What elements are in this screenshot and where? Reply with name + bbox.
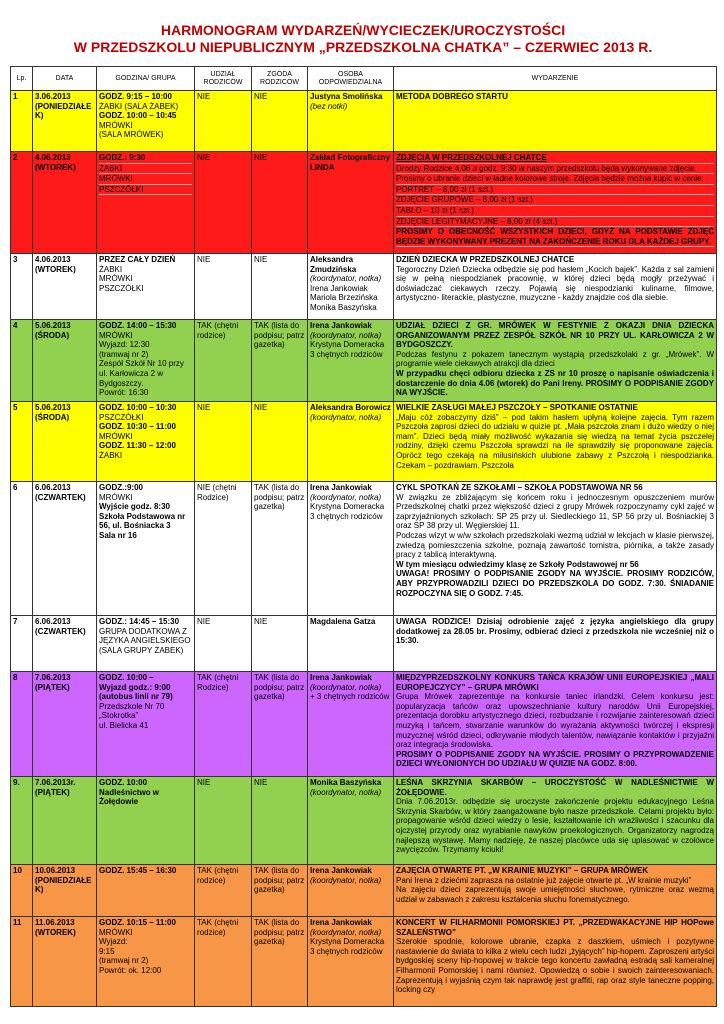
event-line: ZDJĘCIE LEGITYMACYJNE – 8,00 zł (4 szt.) [396,217,714,228]
table-row [11,254,717,320]
row-number: 3 [11,254,33,320]
row-number: 10 [11,865,33,917]
person-name: Krystyna Domeracka [310,937,385,947]
event-line: ZDJĘCIE GRUPOWE – 8,00 zł (1 szt.) [396,195,714,206]
person-name: Irena Jankowiak [310,483,372,492]
row-date: 6.06.2013 (CZWARTEK) [33,616,97,672]
person-name: 3 chętnych rodziców [310,349,383,359]
event-body: Szerokie spodnie, kolorowe ubranie, czapka z daszkiem, uśmiech i pozytywne nastawienie do świata to kilka z wielu cech ludzi „żyjących” hip-hopem. Zaproszeni artyści bydgoskiej sceny hip-hopowej w trakcie tego koncertu zawładną estradą sali kameralnej Filharmonii Pomorskiej i nami również. Opowiedzą o sobie i swoich zainteresowaniach. Zaprezentują i wyjaśnią czym tak naprawdę jest graffiti, rap oraz style taneczne popping, locking czy [396,937,714,995]
row-date: 4.06.2013 (WTOREK) [33,254,97,320]
row-participation: TAK (chętni rodzice) [195,865,252,917]
row-event [394,482,717,616]
row-time-group [97,482,195,616]
event-title: WIELKIE ZASŁUGI MAŁEJ PSZCZOŁY – SPOTKANIE OSTATNIE [396,403,638,412]
time-line: Wyjazd: 12:30 [99,340,150,350]
row-responsible [308,320,394,402]
row-participation: NIE [195,616,252,672]
row-date: 10.06.2013 (PONIEDZIAŁEK) [33,865,97,917]
row-consent: TAK (lista do podpisu; patrz gazetka) [252,482,308,616]
title-line-1: HARMONOGRAM WYDARZEŃ/WYCIECZEK/UROCZYSTOŚCI [160,22,566,38]
event-line: Prosimy o ubranie dzieci w ładne kolorowe stroje. Zdjęcia będzie można kupić w cenie: [396,174,714,185]
person-note: (koordynator, notka) [310,492,382,502]
row-time-group [97,152,195,254]
row-responsible [308,672,394,777]
row-consent: NIE [252,152,308,254]
row-consent: NIE [252,254,308,320]
row-date: 7.06.2013 (PIĄTEK) [33,672,97,777]
time-line: (SALA GRUPY ŻABEK) [99,645,184,655]
table-row [11,917,717,1007]
time-line: ŻABKI (SALA ŻABEK) [99,101,179,111]
event-title: DZIEŃ DZIECKA W PRZEDSZKOLNEJ CHATCE [396,255,575,264]
table-row [11,616,717,672]
person-name: 3 chętnych rodziców [310,946,383,956]
person-note: (koordynator, notka) [310,875,382,885]
time-line: GODZ. 10:00 – [99,673,154,682]
time-line: GODZ. 14:00 – 15:30 [99,321,177,330]
event-title: CYKL SPOTKAŃ ZE SZKOŁAMI – SZKOŁA PODSTAWOWA NR 56 [396,483,643,492]
time-line: GODZ. 10:00 [99,778,148,787]
row-responsible: Zakład Fotograficzny LINDA [308,152,394,254]
document-title [10,22,716,56]
event-body: Grupa Mrówek zaprezentuje na konkursie taniec irlandzki. Celem konkursu jest: popularyzacja tańców oraz upowszechnianie kultury narodów Unii Europejskiej, prezentacja dorobku artystycznego dzieci, rozbudzanie i rozwijanie zainteresowań dzieci muzyką i tańcem, stwarzanie warunków do wyrażania aktywności twórczej i ekspresji muzycznej wśród dzieci, odkrywanie młodych talentów, nawiązanie kontaktów i przyjaźni oraz integracja środowiska. [396,692,714,750]
time-line: PRZEZ CAŁY DZIEŃ [99,255,176,264]
person-note: (koordynator, notka) [310,412,382,422]
row-event [394,254,717,320]
person-name: Irena Jankowiak [310,866,372,875]
row-event [394,865,717,917]
event-body: W związku ze zbliżającym się końcem roku i jednoczesnym opuszczeniem murów Przedszkolnej chatki przez większość dzieci z grupy Mrówek rozpoczynamy cykl zajęć w zaprzyjaźnionych szkołach: SP 25 przy ul. Siedleckiego 11, SP 56 przy ul. Bośniackiej 3 oraz SP 38 przy ul. Węgierskiej 11. Podczas wizyt w w/w szkołach przedszkolaki wezmą udział w lekcjach w klasie pierwszej, zwiedzą pomieszczenia szkolne, poznają zawartość tornistra, piórnika, a także zasady pracy z tablicą interaktywną. [396,492,714,560]
time-line: Powrót: ok. 12:00 [99,965,162,975]
event-title: MIĘDZYPRZEDSZKOLNY KONKURS TAŃCA KRAJÓW UNII EUROPEJSKIEJ „MALI EUROPEJCZYCY” – GRUPA MRÓWKI [396,673,714,692]
header-parent-consent: ZGODA RODZICÓW [252,67,308,91]
event-line: PORTRET – 8,00 zł (1 szt.) [396,185,714,196]
row-date: 11.06.2013 (WTOREK) [33,917,97,1007]
row-consent: NIE [252,777,308,865]
row-date: 4.06.2013 (WTOREK) [33,152,97,254]
row-event [394,777,717,865]
time-line: GODZ. 10:00 – 10:30 [99,403,177,412]
header-date: DATA [33,67,97,91]
row-participation: NIE [195,254,252,320]
event-note: PROSIMY O OBECNOŚĆ WSZYSTKICH DZIECI, GDYŻ NA PODSTAWIE ZDJĘĆ BĘDZIE WYKONYWANY PREZENT NA ZAKOŃCZENIE ROKU DLA KAŻDEJ GRUPY. [396,227,714,246]
event-body: Dnia 7.06.2013r. odbędzie się uroczyste zakończenie projektu edukacyjnego Leśna Skrzynia Skarbów, w który zaangażowane było nasze przedszkole. Celami projektu było: propagowanie wśród dzieci wiedzy o lesie, kształtowanie ich wrażliwości i szacunku dla ojczystej przyrody oraz wyrabianie nawyków proekologicznych. Organizatorzy nagrodzą najlepszą wystawę. Mamy nadzieję, że naszej placówce uda się uplasować w czołówce zwycięzców. Trzymamy kciuki! [396,797,714,855]
time-line: GODZ. 9:15 – 10:00 [99,92,172,101]
person-name: Krystyna Domeracka [310,502,385,512]
header-responsible-person: OSOBA ODPOWIEDZIALNA [308,67,394,91]
row-time-group [97,917,195,1007]
time-line: PSZCZÓŁKI [99,283,144,293]
time-line: 9:15 [99,946,115,956]
row-responsible [308,865,394,917]
time-line: Szkoła Podstawowa nr 56, ul. Bośniacka 3 [99,511,186,531]
person-name: Irena Jankowiak [310,283,368,293]
header-event: WYDARZENIE [394,67,717,91]
row-responsible [308,402,394,482]
time-line: Przedszkole Nr 70 „Stokrotka” [99,701,165,721]
row-consent: NIE [252,91,308,152]
table-row [11,402,717,482]
person-name: Krystyna Domeracka [310,340,385,350]
table-row [11,320,717,402]
time-line: PSZCZÓŁKI [99,185,192,196]
row-event [394,672,717,777]
row-time-group: GODZ. 15:45 – 16:30 [97,865,195,917]
time-line: ŻABKI [99,450,123,460]
row-time-group [97,91,195,152]
event-title: LEŚNA SKRZYNIA SKARBÓW – UROCZYSTOŚĆ W NADLEŚNICTWIE W ŻOŁĘDOWIE. [396,778,714,797]
time-line: (tramwaj nr 2) [99,349,149,359]
time-line: MRÓWKI [99,120,133,130]
row-participation: NIE [195,402,252,482]
time-line: GRUPA DODATKOWA Z JĘZYKA ANGIELSKIEGO [99,626,191,646]
row-number: 1 [11,91,33,152]
row-participation: NIE (chętni Rodzice) [195,482,252,616]
event-line: Drodzy Rodzice 4.06 o godz. 9:30 w naszym przedszkolu będą wykonywane zdjęcia. [396,164,714,175]
time-line: (tramwaj nr 2) [99,956,149,966]
title-line-2: W PRZEDSZKOLU NIEPUBLICZNYM „PRZEDSZKOLNA CHATKA” – CZERWIEC 2013 R. [73,39,653,55]
person-name: Irena Jankowiak [310,673,372,682]
row-responsible [308,917,394,1007]
table-row [11,672,717,777]
row-participation: NIE [195,91,252,152]
event-body: Pani Irena z dziećmi zaprasza na ostatnie już zajęcie otwarte pt. „W krainie muzyki” Na zajęciu dzieci zaprezentują swoje umiejętności słuchowe, rytmiczne oraz wezmą udział w zabawach z zakresu kształcenia słuchu fonematycznego. [396,875,714,904]
event-body: Tegoroczny Dzień Dziecka odbędzie się pod hasłem „Kocich bajek”. Każda z sal zamieni się w pełną niespodzianek pracownię, w której dzieci będą mogły przeżywać i doświadczać ciekawych rzeczy. Pojawią się niespodzianki kulinarne, filmowe, artystyczno- literackie, plastyczne, muzyczne - każdy znajdzie coś dla siebie. [396,264,714,303]
person-name: Irena Jankowiak [310,321,372,330]
row-responsible [308,91,394,152]
event-title: METODA DOBREGO STARTU [396,92,508,101]
time-line: MRÓWKI [99,330,133,340]
row-event [394,320,717,402]
person-note: (koordynator, notka) [310,682,382,692]
event-line: TABLO – 10 zł (1 szt.) [396,206,714,217]
event-note: PROSIMY O PODPISANIE ZGODY NA WYJŚCIE. PROSIMY O PRZYPROWADZENIE DZIECI WYŁONIONYCH DO UDZIAŁU W QUIZIE NA GODZ. 8:00. [396,749,714,769]
person-note: (koordynator, notka) [310,330,382,340]
time-line: Powrót: 16:30 [99,388,149,398]
row-participation: NIE [195,777,252,865]
time-line: ŻABKI [99,264,123,274]
person-name: Monika Baszyńska [310,302,377,312]
table-row [11,91,717,152]
schedule-table [10,66,717,1007]
row-number: 6 [11,482,33,616]
row-date: 5.06.2013 (ŚRODA) [33,402,97,482]
row-time-group [97,616,195,672]
row-participation: TAK (chętni rodzice) [195,917,252,1007]
row-number: 8 [11,672,33,777]
time-line: Wyjście godz. 8:30 [99,502,170,512]
table-header-row [11,67,717,91]
row-event [394,152,717,254]
person-name: 3 chętnych rodziców [310,511,383,521]
row-date: 7.06.2013r. (PIĄTEK) [33,777,97,865]
time-line: Wyjazd godz.: 9:00 [99,682,171,692]
time-line: GODZ. 10:15 – 11:00 [99,918,176,927]
row-event [394,917,717,1007]
person-name: Justyna Smolińska [310,92,383,101]
time-line: Zespół Szkół Nr 10 przy ul. Karłowicza 2 w Bydgoszczy. [99,359,184,388]
table-row [11,482,717,616]
event-title: KONCERT W FILHARMONII POMORSKIEJ PT. „PRZEDWAKACYJNE HIP HOPowe SZALEŃSTWO” [396,918,714,937]
event-note: W przypadku chęci odbioru dziecka z ZS nr 10 proszę o napisanie oświadczenia i dostarczenie do dnia 4.06 (wtorek) do Pani Ireny. PROSIMY O PODPISANIE ZGODY NA WYJŚCIE. [396,368,714,398]
time-line: MRÓWKI [99,174,192,185]
time-line: GODZ. 11:30 – 12:00 [99,441,176,451]
person-name: Monika Baszyńska [310,778,382,787]
time-line: PSZCZÓŁKI [99,412,144,422]
event-body: Podczas festynu z pokazem tanecznym wystąpią przedszkolaki z gr. „Mrówek”. W programie wiele ciekawych atrakcji dla dzieci [396,349,714,369]
time-line: MRÓWKI [99,492,133,502]
row-number: 7 [11,616,33,672]
row-consent: TAK (lista do podpisu; patrz gazetka) [252,672,308,777]
event-note: W tym miesiącu odwiedzimy klasę ze Szkoły Podstawowej nr 56 UWAGA! PROSIMY O PODPISANIE ZGODY NA WYJŚCIE. PROSIMY RODZICÓW, ABY PRZYPROWADZILI DZIECI DO PRZEDSZKOLA DO GODZ. 7:30. ŚNIADANIE ROZPOCZYNA SIĘ O GODZ. 7:45. [396,559,714,598]
row-number: 2 [11,152,33,254]
person-name: Aleksandra Zmudzińska [310,255,357,274]
row-consent: TAK (lista do podpisu; patrz gazetka) [252,320,308,402]
row-time-group [97,254,195,320]
time-line: GODZ. 10:30 – 11:00 [99,422,176,432]
row-participation: NIE [195,152,252,254]
row-date: 6.06.2013 (CZWARTEK) [33,482,97,616]
table-row [11,865,717,917]
event-title: ZAJĘCIA OTWARTE PT. „W KRAINIE MUZYKI” – GRUPA MRÓWEK [396,866,649,875]
person-name: + 3 chętnych rodziców [310,692,390,702]
time-line: ŻABKI [99,164,192,175]
row-responsible [308,254,394,320]
time-line: Wyjazd: [99,937,128,947]
row-number: 4 [11,320,33,402]
time-line: MRÓWKI [99,431,133,441]
event-body: „Maju cóż zobaczymy dziś” – pod takim hasłem upłyną kolejne zajęcia. Tym razem Pszczoła zaprosi dzieci do udziału w quizie pt. „Mała pszczoła znam i dużo wiedzy o niej mam”. Dzieci będą miały możliwość wykazania się wiedzą na temat życia pszczelej rodziny, dzięki czemu Pszczoła sprawdzi na ile sprawdziły się proponowane zajęcia. Oprócz tego czekają na milusińskich ulubione zabawy z Pszczołą i niespodzianka. Czekam – pozdrawiam. Pszczoła [396,412,714,470]
row-consent: TAK (lista do podpisu; patrz gazetka) [252,865,308,917]
time-line: GODZ.:9:00 [99,483,144,492]
row-time-group [97,320,195,402]
row-time-group [97,777,195,865]
row-number: 5 [11,402,33,482]
header-time-group: GODZINA/ GRUPA [97,67,195,91]
event-title: ZDJĘCIA W PRZEDSZKOLNEJ CHATCE [396,153,714,164]
header-lp: Lp. [11,67,33,91]
row-consent: TAK (lista do podpisu; patrz gazetka) [252,917,308,1007]
row-participation: TAK (chętni Rodzice) [195,672,252,777]
row-responsible [308,482,394,616]
row-event [394,91,717,152]
row-number: 9. [11,777,33,865]
row-responsible [308,777,394,865]
time-line: ul. Bielicka 41 [99,720,149,730]
row-time-group [97,402,195,482]
time-line: GODZ.: 9:30 [99,153,192,164]
row-participation: TAK (chętni rodzice) [195,320,252,402]
person-name: Aleksandra Borowicz [310,403,391,412]
row-consent: NIE [252,402,308,482]
row-event: UWAGA RODZICE! Dzisiaj odrobienie zajęć z języka angielskiego dla grupy dodatkowej za 28.05 br. Prosimy, odbierać dzieci z przedszkola nie wcześniej niż o 15:30. [394,616,717,672]
person-note: (koordynator, notka) [310,787,382,797]
table-row [11,777,717,865]
row-date: 5.06.2013 (ŚRODA) [33,320,97,402]
table-row [11,152,717,254]
row-consent: NIE [252,616,308,672]
time-line: GODZ. 10:00 – 10:45 [99,111,177,121]
row-responsible: Magdalena Gatza [308,616,394,672]
time-line: GODZ.: 14:45 – 15:30 [99,617,180,626]
time-line: (autobus linii nr 79) [99,692,173,702]
person-name: Mariola Brzezińska [310,293,378,303]
person-note: (koordynator, notka) [310,274,382,284]
row-date: 3.06.2013 (PONIEDZIAŁEK) [33,91,97,152]
row-time-group [97,672,195,777]
row-event [394,402,717,482]
row-number: 11 [11,917,33,1007]
header-parent-participation: UDZIAŁ RODZICÓW [195,67,252,91]
time-line: MRÓWKI [99,274,133,284]
person-note: (bez notki) [310,101,348,111]
time-line: MRÓWKI [99,927,133,937]
time-line: Nadleśnictwo w Żołędowie [99,787,160,807]
person-note: (koordynator, notka) [310,927,382,937]
person-name: Irena Jankowiak [310,918,372,927]
time-line: Sala nr 16 [99,530,137,540]
time-line: (SALA MRÓWEK) [99,130,164,140]
event-title: UDZIAŁ DZIECI Z GR. MRÓWEK W FESTYNIE Z OKAZJI DNIA DZIECKA ORGANIZOWANYM PRZEZ ZESPÓŁ SZKÓŁ NR 10 PRZY UL. KARŁOWICZA 2 W BYDGOSZCZY. [396,321,714,350]
